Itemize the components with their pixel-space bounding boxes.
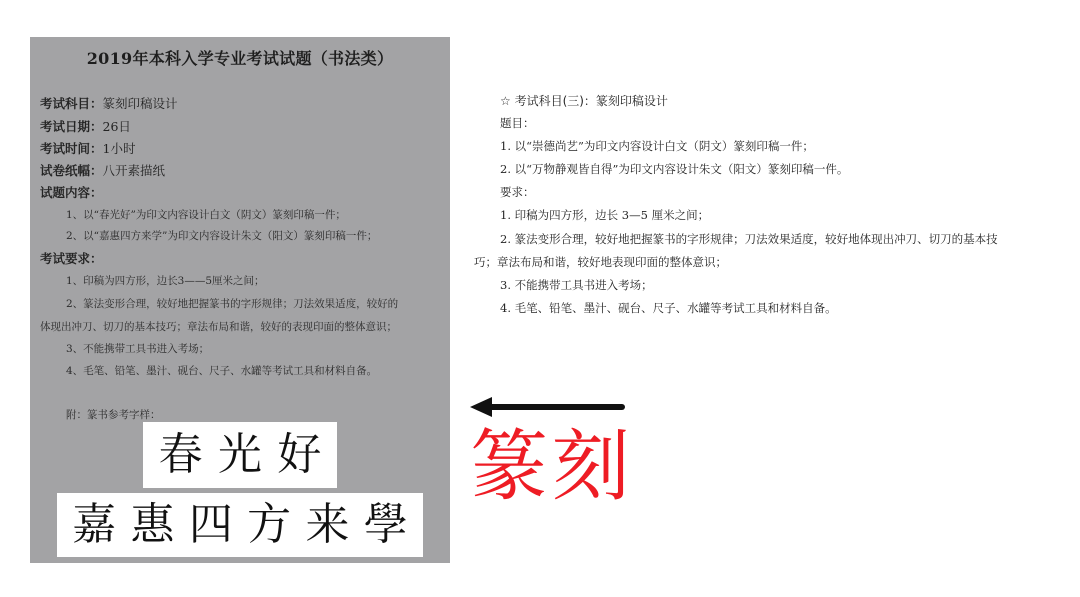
- left-arrow-icon: [470, 396, 630, 420]
- seal-glyph: 惠: [130, 499, 175, 550]
- seal-glyph: 春: [158, 429, 203, 480]
- seal-glyph: 嘉: [72, 499, 117, 550]
- sheet-title: 2019年本科入学专业考试试题（书法类）: [86, 49, 394, 68]
- right-topic-line: 2. 以“万物静观皆自得”为印文内容设计朱文（阳文）篆刻印稿一件。: [500, 162, 849, 176]
- seal-carving-big-text: 篆刻: [470, 422, 635, 512]
- right-req-label: 要求：: [500, 185, 535, 199]
- requirement-line: 体现出冲刀、切刀的基本技巧；章法布局和谐，较好的表现印面的整体意识；: [40, 321, 397, 333]
- seal-glyph: 方: [247, 499, 292, 550]
- content-line: 1、以“春光好”为印文内容设计白文（阴文）篆刻印稿一件；: [66, 209, 346, 221]
- appendix-label: 附：篆书参考字样：: [66, 409, 161, 421]
- right-subject: ☆ 考试科目(三)：篆刻印稿设计: [500, 94, 668, 108]
- requirements-heading: 考试要求：: [40, 251, 103, 266]
- seal-glyph: 光: [217, 429, 262, 480]
- right-topic-label: 题目：: [500, 116, 535, 130]
- content-heading: 试题内容：: [40, 185, 103, 200]
- right-req-line: 4. 毛笔、铅笔、墨汁、砚台、尺子、水罐等考试工具和材料自备。: [500, 301, 837, 315]
- requirement-line: 3、不能携带工具书进入考场；: [66, 343, 210, 355]
- date-label: 考试日期：: [40, 119, 103, 134]
- right-topic-line: 1. 以“崇德尚艺”为印文内容设计白文（阴文）篆刻印稿一件；: [500, 139, 814, 153]
- seal-script-sample-1: [143, 422, 337, 488]
- subject-field: [40, 94, 178, 112]
- seal-glyph: 學: [363, 499, 408, 550]
- seal-glyph: 好: [277, 429, 322, 480]
- time-field: [40, 139, 135, 157]
- paper-field: [40, 161, 165, 179]
- time-value: 1小时: [102, 141, 136, 156]
- requirement-line: 2、篆法变形合理，较好地把握篆书的字形规律；刀法效果适度，较好的: [66, 298, 399, 310]
- subject-value: 篆刻印稿设计: [102, 96, 178, 111]
- requirement-line: 4、毛笔、铅笔、墨汁、砚台、尺子、水罐等考试工具和材料自备。: [66, 365, 378, 377]
- right-req-line: 3. 不能携带工具书进入考场；: [500, 278, 653, 292]
- subject-label: 考试科目：: [40, 96, 103, 111]
- content-line: 2、以“嘉惠四方来学”为印文内容设计朱文（阳文）篆刻印稿一件；: [66, 230, 378, 242]
- right-req-line: 巧；章法布局和谐，较好地表现印面的整体意识；: [474, 255, 727, 269]
- seal-glyph: 来: [305, 499, 350, 550]
- seal-script-sample-2: [57, 493, 423, 557]
- exam-sheet-image: [30, 37, 450, 563]
- seal-glyph: 四: [188, 499, 233, 550]
- right-req-line: 1. 印稿为四方形，边长 3—5 厘米之间；: [500, 208, 710, 222]
- time-label: 考试时间：: [40, 141, 103, 156]
- paper-value: 八开素描纸: [102, 163, 166, 178]
- right-req-line: 2. 篆法变形合理，较好地把握篆书的字形规律；刀法效果适度，较好地体现出冲刀、切刀的基本技: [500, 232, 998, 246]
- paper-label: 试卷纸幅：: [40, 163, 103, 178]
- date-value: 26日: [102, 119, 131, 134]
- requirement-line: 1、印稿为四方形，边长3——5厘米之间；: [66, 275, 265, 287]
- date-field: [40, 117, 131, 135]
